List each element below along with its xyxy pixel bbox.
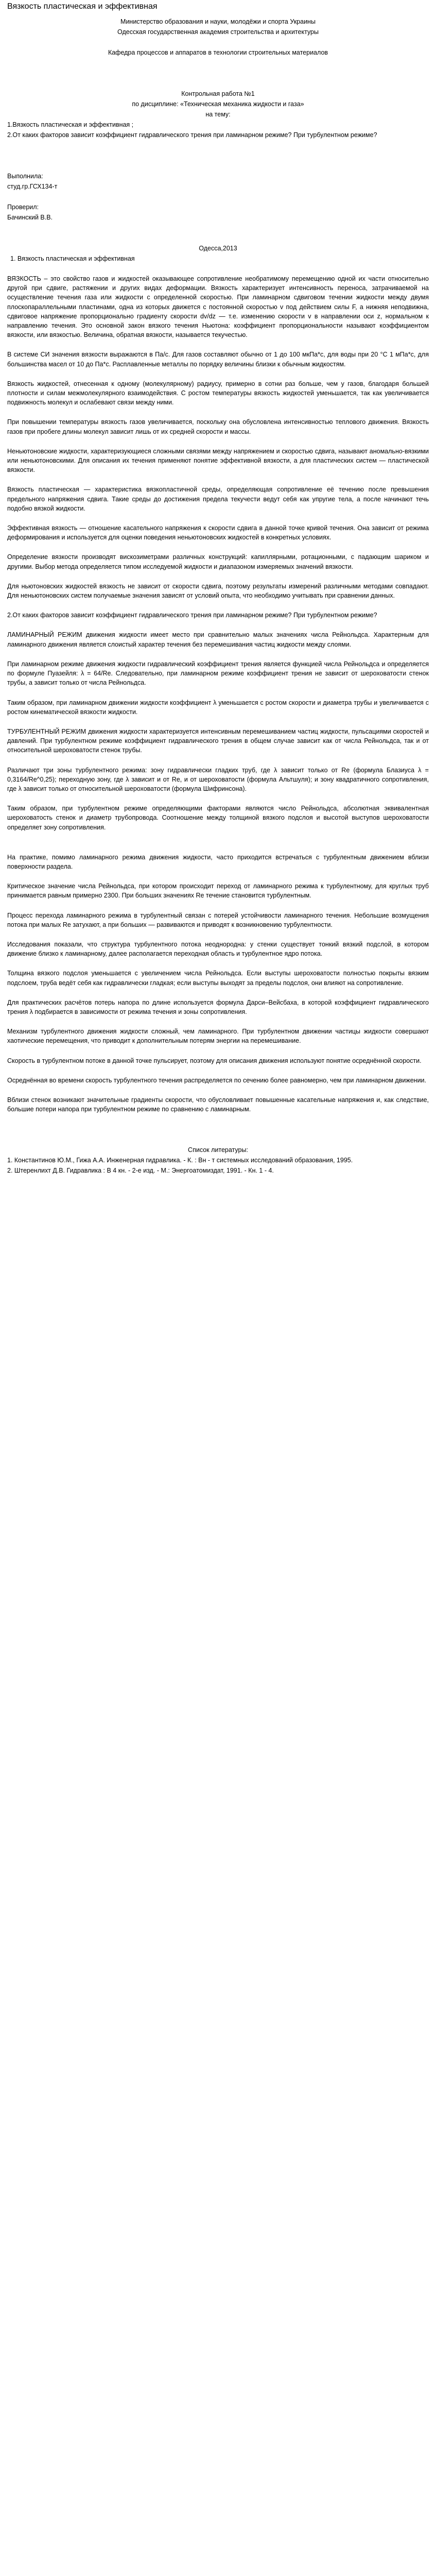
department-line: Кафедра процессов и аппаратов в технологии строительных материалов [108, 49, 328, 56]
checker-name: Бачинский В.В. [7, 214, 53, 221]
paragraph: Механизм турбулентного движения жидкости сложный, чем ламинарного. При турбулентном движении частицы жидкости совершают хаотические перемещения, что приводит к дополнительным потерям энергии на перемешивание. [7, 1028, 429, 1045]
paragraph: Толщина вязкого подслоя уменьшается с увеличением числа Рейнольдса. Если выступы шероховатости полностью покрыты вязким подслоем, труба ведёт себя как гидравлически гладкая; если выступы выходят за пределы подслоя, они влияют на сопротивление. [7, 970, 429, 987]
paragraph: Вблизи стенок возникают значительные градиенты скорости, что обусловливает повышенные касательные напряжения и, как следствие, большие потери напора при турбулентном режиме по сравнению с ламинарным. [7, 1096, 429, 1113]
section-heading: 2.От каких факторов зависит коэффициент гидравлического трения при ламинарном режиме? При турбулентном режиме? [7, 612, 377, 619]
paragraph: Критическое значение числа Рейнольдса, при котором происходит переход от ламинарного режима к турбулентному, для круглых труб принимается равным примерно 2300. При больших значениях Re течение становится турбулентным. [7, 883, 429, 900]
paragraph: При повышении температуры вязкость газов увеличивается, поскольку она обусловлена интенсивностью теплового движения. Вязкость газов при пробеге длины молекул зависит лишь от их средней скорости и массы. [7, 418, 429, 435]
paragraph: Исследования показали, что структура турбулентного потока неоднородна: у стенки существует тонкий вязкий подслой, в котором движение близко к ламинарному, далее располагается переходная область и турбулентное ядро потока. [7, 940, 429, 958]
work-type: Контрольная работа №1 [181, 90, 255, 97]
paragraph: Определение вязкости производят вискозиметрами различных конструкций: капиллярными, ротационными, с падающим шариком и другими. Выбор метода определяется типом исследуемой жидкости и диапазоном измеряемых значений вязкости. [7, 553, 429, 570]
paragraph: ТУРБУЛЕНТНЫЙ РЕЖИМ движения жидкости характеризуется интенсивным перемешиванием частиц жидкости, пульсациями скоростей и давлений. При турбулентном режиме коэффициент гидравлического трения в общем случае зависит как от числа Рейнольдса, так и от относительной шероховатости стенок трубы. [7, 727, 429, 754]
paragraph: Таким образом, при ламинарном движении жидкости коэффициент λ уменьшается с ростом скорости и диаметра трубы и увеличивается с ростом кинематической вязкости жидкости. [7, 699, 429, 716]
paragraph: При ламинарном режиме движения жидкости гидравлический коэффициент трения является функцией числа Рейнольдса и определяется по формуле Пуазейля: λ = 64/Re. Следовательно, при ламинарном режиме коэффициент трения не зависит от шероховатости стенок трубы, а зависит только от числа Рейнольдса. [7, 660, 429, 687]
reference-item: 2. Штеренлихт Д.В. Гидравлика : В 4 кн. - 2-е изд. - М.: Энергоатомиздат, 1991. - Кн. 1 - 4. [7, 1167, 274, 1175]
ministry-line: Министерство образования и науки, молодёжи и спорта Украины [120, 18, 316, 25]
paragraph: Для ньютоновских жидкостей вязкость не зависит от скорости сдвига, поэтому результаты измерений различными методами совпадают. Для неньютоновских систем получаемые значения зависят от условий опыта, что необходимо учитывать при сравнении данных. [7, 582, 429, 600]
paragraph: Вязкость жидкостей, отнесенная к одному (молекулярному) радиусу, примерно в сотни раз больше, чем у газов, благодаря большей плотности и силам межмолекулярного взаимодействия. С ростом температуры вязкость жидкостей уменьшается, так как увеличивается подвижность молекул и ослабевают связи между ними. [7, 380, 429, 406]
paragraph: Вязкость пластическая — характеристика вязкопластичной среды, определяющая сопротивление её течению после превышения предельного напряжения сдвига. Такие среды до достижения предела текучести ведут себя как упругие тела, а после начинают течь подобно вязкой жидкости. [7, 486, 429, 512]
topic-label: на тему: [205, 111, 231, 118]
paragraph: На практике, помимо ламинарного режима движения жидкости, часто приходится встречаться с турбулентным движением вблизи поверхности раздела. [7, 853, 429, 870]
paragraph: Эффективная вязкость — отношение касательного напряжения к скорости сдвига в данной точке кривой течения. Она зависит от режима деформирования и используется для оценки поведения неньютоновских жидкостей в конкретных условиях. [7, 524, 429, 541]
paragraph: В системе СИ значения вязкости выражаются в Па/с. Для газов составляют обычно от 1 до 100 мкПа*с, для воды при 20 °С 1 мПа*с, для большинства масел от 10 до Па*с. Расплавленные металлы по порядку величины близки к обычным жидкостям. [7, 351, 429, 368]
references-list [7, 1155, 429, 1176]
reference-item: 1. Константинов Ю.М., Гижа А.А. Инженерная гидравлика. - К. : Вн - т системных исследований образования, 1995. [7, 1157, 353, 1164]
paragraph: Неньютоновские жидкости, характеризующиеся сложными связями между напряжением и скоростью сдвига, называют аномально-вязкими или неньютоновскими. Для описания их течения применяют понятие эффективной вязкости, а для пластических систем — пластической вязкости. [7, 447, 429, 474]
discipline-line: по дисциплине: «Техническая механика жидкости и газа» [132, 100, 304, 108]
paragraph: ВЯЗКОСТЬ – это свойство газов и жидкостей оказывающее сопротивление необратимому перемещению одной их части относительно другой при сдвиге, растяжении и других видах деформации. Вязкость характеризует интенсивность переноса, затрачиваемой на осуществление течения газа или жидкости с определенной скоростью. При ламинарном сдвиговом течении жидкости между двумя плоскопараллельными пластинами, одна из которых движется с постоянной скоростью v под действием силы F, а нижняя неподвижна, сдвиговое напряжение пропорционально градиенту скорости dv/dz — т.е. изменению скорости v в направлении оси z, нормальном к направлению течения. Это основной закон вязкого течения Ньютона: коэффициент пропорциональности называют коэффициентом вязкости, или вязкостью. Величина, обратная вязкости, называется текучестью. [7, 275, 429, 339]
paragraph: Процесс перехода ламинарного режима в турбулентный связан с потерей устойчивости ламинарного течения. Небольшие возмущения потока при малых Re затухают, а при больших — развиваются и приводят к возникновению турбулентности. [7, 911, 429, 928]
checker-label: Проверил: [7, 204, 39, 211]
references-title: Список литературы: [188, 1146, 248, 1154]
toc-item: 1. Вязкость пластическая и эффективная [10, 255, 135, 262]
document-page [0, 0, 436, 1176]
topic-item-1: 1.Вязкость пластическая и эффективная ; [7, 121, 134, 128]
academy-line: Одесская государственная академия строительства и архитектуры [117, 28, 319, 36]
paragraph: Осреднённая во времени скорость турбулентного течения распределяется по сечению более равномерно, чем при ламинарном движении. [7, 1076, 427, 1084]
paragraph: Для практических расчётов потерь напора по длине используется формула Дарси–Вейсбаха, в которой коэффициент гидравлического трения λ подбирается в зависимости от режима течения и зоны сопротивления. [7, 998, 429, 1015]
topic-item-2: 2.От каких факторов зависит коэффициент гидравлического трения при ламинарном режиме? При турбулентном режиме? [7, 131, 377, 139]
paragraph: Таким образом, при турбулентном режиме определяющими факторами являются число Рейнольдса, абсолютная эквивалентная шероховатость стенок и диаметр трубопровода. Соотношение между толщиной вязкого подслоя и высотой выступов шероховатости определяет зону сопротивления. [7, 805, 429, 831]
body-text [7, 274, 429, 1114]
performer-label: Выполнила: [7, 173, 43, 180]
paragraph: Различают три зоны турбулентного режима: зону гидравлически гладких труб, где λ зависит только от Re (формула Блазиуса λ = 0,3164/Re^0,25); переходную зону, где λ зависит и от Re, и от шероховатости (формула Альтшуля); и зону квадратичного сопротивления, где λ зависит только от относительной шероховатости (формула Шифринсона). [7, 766, 429, 792]
performer-name: студ.гр.ГСХ134-т [7, 183, 58, 190]
paragraph: ЛАМИНАРНЫЙ РЕЖИМ движения жидкости имеет место при сравнительно малых значениях числа Рейнольдса. Характерным для ламинарного движения является слоистый характер течения без перемешивания частиц жидкости между слоями. [7, 631, 429, 648]
paragraph: Скорость в турбулентном потоке в данной точке пульсирует, поэтому для описания движения используют понятие осреднённой скорости. [7, 1057, 422, 1064]
place-year: Одесса,2013 [199, 245, 237, 252]
page-title: Вязкость пластическая и эффективная [7, 2, 158, 11]
